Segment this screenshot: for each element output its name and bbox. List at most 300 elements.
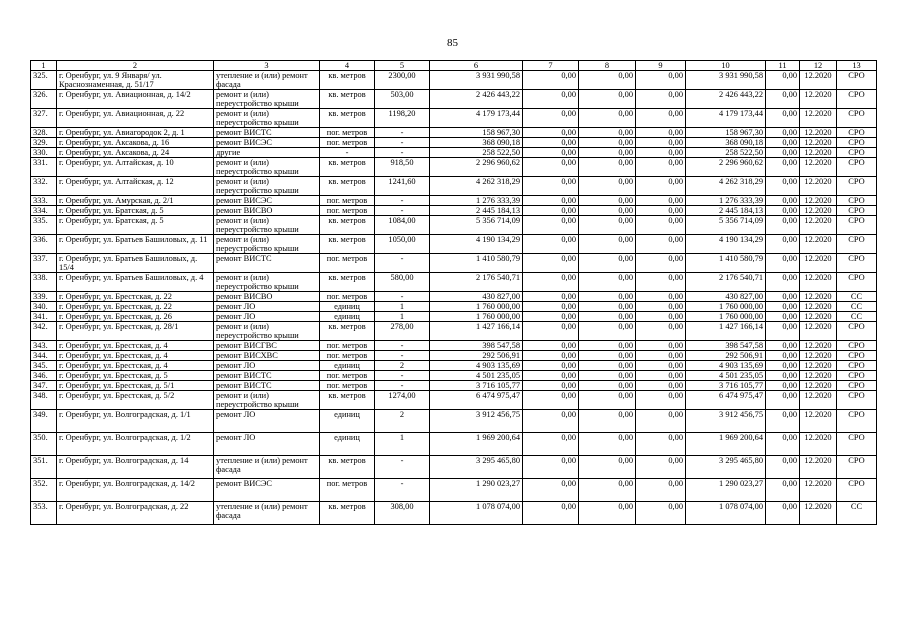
budget-cell: 0,00 xyxy=(579,254,636,273)
other-funds-cell: 0,00 xyxy=(766,456,800,479)
deadline-cell: 12.2020 xyxy=(800,206,837,216)
quantity-cell: 918,50 xyxy=(375,158,430,177)
deadline-cell: 12.2020 xyxy=(800,71,837,90)
total-cost-cell: 1 760 000,00 xyxy=(430,302,523,312)
fund-cell: 0,00 xyxy=(523,351,579,361)
fund-cell: 0,00 xyxy=(523,312,579,322)
budget-cell: 0,00 xyxy=(579,456,636,479)
table-row xyxy=(31,109,877,128)
owners-funds-cell: 2 176 540,71 xyxy=(686,273,766,292)
work-type-cell: другие xyxy=(214,148,320,158)
total-cost-cell: 1 410 580,79 xyxy=(430,254,523,273)
other-funds-cell: 0,00 xyxy=(766,254,800,273)
quantity-cell: - xyxy=(375,351,430,361)
budget-cell: 0,00 xyxy=(579,302,636,312)
local-budget-cell: 0,00 xyxy=(636,312,686,322)
quantity-cell: 278,00 xyxy=(375,322,430,341)
budget-cell: 0,00 xyxy=(579,158,636,177)
table-row xyxy=(31,177,877,196)
other-funds-cell: 0,00 xyxy=(766,433,800,456)
table-row xyxy=(31,410,877,433)
other-funds-cell: 0,00 xyxy=(766,381,800,391)
fund-cell: 0,00 xyxy=(523,71,579,90)
budget-cell: 0,00 xyxy=(579,502,636,525)
quantity-cell: 1 xyxy=(375,312,430,322)
fund-cell: 0,00 xyxy=(523,109,579,128)
total-cost-cell: 292 506,91 xyxy=(430,351,523,361)
row-number-cell: 334. xyxy=(31,206,57,216)
fund-cell: 0,00 xyxy=(523,292,579,302)
owners-funds-cell: 1 078 074,00 xyxy=(686,502,766,525)
total-cost-cell: 1 427 166,14 xyxy=(430,322,523,341)
budget-cell: 0,00 xyxy=(579,322,636,341)
address-cell: г. Оренбург, ул. Брестская, д. 22 xyxy=(57,302,214,312)
table-row xyxy=(31,254,877,273)
row-number-cell: 337. xyxy=(31,254,57,273)
unit-cell: кв. метров xyxy=(320,90,375,109)
column-header: 13 xyxy=(837,61,877,71)
budget-cell: 0,00 xyxy=(579,128,636,138)
fund-cell: 0,00 xyxy=(523,456,579,479)
method-cell: СРО xyxy=(837,391,877,410)
row-number-cell: 347. xyxy=(31,381,57,391)
owners-funds-cell: 4 190 134,29 xyxy=(686,235,766,254)
owners-funds-cell: 4 262 318,29 xyxy=(686,177,766,196)
method-cell: СРО xyxy=(837,456,877,479)
method-cell: СРО xyxy=(837,479,877,502)
row-number-cell: 332. xyxy=(31,177,57,196)
budget-cell: 0,00 xyxy=(579,371,636,381)
owners-funds-cell: 1 760 000,00 xyxy=(686,312,766,322)
table-row xyxy=(31,502,877,525)
column-header: 8 xyxy=(579,61,636,71)
address-cell: г. Оренбург, ул. Волгоградская, д. 14 xyxy=(57,456,214,479)
other-funds-cell: 0,00 xyxy=(766,273,800,292)
other-funds-cell: 0,00 xyxy=(766,128,800,138)
local-budget-cell: 0,00 xyxy=(636,391,686,410)
column-header: 10 xyxy=(686,61,766,71)
work-type-cell: ремонт ЛО xyxy=(214,410,320,433)
total-cost-cell: 368 090,18 xyxy=(430,138,523,148)
owners-funds-cell: 1 760 000,00 xyxy=(686,302,766,312)
quantity-cell: 1241,60 xyxy=(375,177,430,196)
quantity-cell: 1274,00 xyxy=(375,391,430,410)
work-type-cell: ремонт и (или) переустройство крыши xyxy=(214,273,320,292)
total-cost-cell: 4 179 173,44 xyxy=(430,109,523,128)
local-budget-cell: 0,00 xyxy=(636,254,686,273)
unit-cell: пог. метров xyxy=(320,196,375,206)
unit-cell: единиц xyxy=(320,433,375,456)
address-cell: г. Оренбург, ул. Волгоградская, д. 1/2 xyxy=(57,433,214,456)
fund-cell: 0,00 xyxy=(523,235,579,254)
address-cell: г. Оренбург, ул. Братская, д. 5 xyxy=(57,206,214,216)
address-cell: г. Оренбург, ул. Волгоградская, д. 1/1 xyxy=(57,410,214,433)
address-cell: г. Оренбург, ул. 9 Января/ ул. Краснознаменная, д. 51/17 xyxy=(57,71,214,90)
column-header: 4 xyxy=(320,61,375,71)
other-funds-cell: 0,00 xyxy=(766,196,800,206)
table-row xyxy=(31,90,877,109)
total-cost-cell: 1 078 074,00 xyxy=(430,502,523,525)
owners-funds-cell: 158 967,30 xyxy=(686,128,766,138)
row-number-cell: 336. xyxy=(31,235,57,254)
fund-cell: 0,00 xyxy=(523,206,579,216)
total-cost-cell: 3 912 456,75 xyxy=(430,410,523,433)
quantity-cell: 1050,00 xyxy=(375,235,430,254)
quantity-cell: 308,00 xyxy=(375,502,430,525)
method-cell: СРО xyxy=(837,206,877,216)
total-cost-cell: 1 969 200,64 xyxy=(430,433,523,456)
work-type-cell: утепление и (или) ремонт фасада xyxy=(214,71,320,90)
unit-cell: кв. метров xyxy=(320,502,375,525)
deadline-cell: 12.2020 xyxy=(800,158,837,177)
table-row xyxy=(31,292,877,302)
quantity-cell: 1198,20 xyxy=(375,109,430,128)
local-budget-cell: 0,00 xyxy=(636,322,686,341)
unit-cell: кв. метров xyxy=(320,177,375,196)
budget-cell: 0,00 xyxy=(579,109,636,128)
row-number-cell: 330. xyxy=(31,148,57,158)
unit-cell: кв. метров xyxy=(320,273,375,292)
table-row xyxy=(31,391,877,410)
work-type-cell: ремонт и (или) переустройство крыши xyxy=(214,90,320,109)
deadline-cell: 12.2020 xyxy=(800,216,837,235)
budget-cell: 0,00 xyxy=(579,381,636,391)
method-cell: СРО xyxy=(837,148,877,158)
total-cost-cell: 2 426 443,22 xyxy=(430,90,523,109)
other-funds-cell: 0,00 xyxy=(766,292,800,302)
local-budget-cell: 0,00 xyxy=(636,138,686,148)
other-funds-cell: 0,00 xyxy=(766,479,800,502)
row-number-cell: 344. xyxy=(31,351,57,361)
method-cell: СРО xyxy=(837,216,877,235)
fund-cell: 0,00 xyxy=(523,158,579,177)
fund-cell: 0,00 xyxy=(523,361,579,371)
table-row xyxy=(31,361,877,371)
owners-funds-cell: 2 296 960,62 xyxy=(686,158,766,177)
local-budget-cell: 0,00 xyxy=(636,302,686,312)
deadline-cell: 12.2020 xyxy=(800,148,837,158)
address-cell: г. Оренбург, ул. Брестская, д. 28/1 xyxy=(57,322,214,341)
method-cell: СРО xyxy=(837,381,877,391)
fund-cell: 0,00 xyxy=(523,138,579,148)
work-type-cell: ремонт и (или) переустройство крыши xyxy=(214,322,320,341)
address-cell: г. Оренбург, ул. Брестская, д. 5/1 xyxy=(57,381,214,391)
work-type-cell: ремонт ВИСТС xyxy=(214,128,320,138)
other-funds-cell: 0,00 xyxy=(766,322,800,341)
total-cost-cell: 1 290 023,27 xyxy=(430,479,523,502)
local-budget-cell: 0,00 xyxy=(636,206,686,216)
row-number-cell: 346. xyxy=(31,371,57,381)
row-number-cell: 351. xyxy=(31,456,57,479)
other-funds-cell: 0,00 xyxy=(766,158,800,177)
owners-funds-cell: 6 474 975,47 xyxy=(686,391,766,410)
row-number-cell: 331. xyxy=(31,158,57,177)
deadline-cell: 12.2020 xyxy=(800,479,837,502)
address-cell: г. Оренбург, ул. Брестская, д. 5/2 xyxy=(57,391,214,410)
table-row xyxy=(31,71,877,90)
unit-cell: пог. метров xyxy=(320,254,375,273)
quantity-cell: - xyxy=(375,292,430,302)
row-number-cell: 348. xyxy=(31,391,57,410)
table-row xyxy=(31,206,877,216)
owners-funds-cell: 1 410 580,79 xyxy=(686,254,766,273)
quantity-cell: 580,00 xyxy=(375,273,430,292)
total-cost-cell: 4 262 318,29 xyxy=(430,177,523,196)
deadline-cell: 12.2020 xyxy=(800,312,837,322)
row-number-cell: 352. xyxy=(31,479,57,502)
address-cell: г. Оренбург, ул. Алтайская, д. 10 xyxy=(57,158,214,177)
quantity-cell: 2 xyxy=(375,361,430,371)
other-funds-cell: 0,00 xyxy=(766,341,800,351)
table-row xyxy=(31,322,877,341)
other-funds-cell: 0,00 xyxy=(766,361,800,371)
budget-cell: 0,00 xyxy=(579,71,636,90)
local-budget-cell: 0,00 xyxy=(636,410,686,433)
row-number-cell: 341. xyxy=(31,312,57,322)
address-cell: г. Оренбург, ул. Волгоградская, д. 14/2 xyxy=(57,479,214,502)
total-cost-cell: 3 931 990,58 xyxy=(430,71,523,90)
work-type-cell: ремонт ВИСТС xyxy=(214,254,320,273)
address-cell: г. Оренбург, ул. Брестская, д. 4 xyxy=(57,351,214,361)
unit-cell: кв. метров xyxy=(320,71,375,90)
fund-cell: 0,00 xyxy=(523,479,579,502)
budget-cell: 0,00 xyxy=(579,292,636,302)
total-cost-cell: 158 967,30 xyxy=(430,128,523,138)
total-cost-cell: 2 445 184,13 xyxy=(430,206,523,216)
row-number-cell: 353. xyxy=(31,502,57,525)
table-row xyxy=(31,371,877,381)
unit-cell: пог. метров xyxy=(320,292,375,302)
other-funds-cell: 0,00 xyxy=(766,216,800,235)
fund-cell: 0,00 xyxy=(523,322,579,341)
method-cell: СРО xyxy=(837,196,877,206)
row-number-cell: 327. xyxy=(31,109,57,128)
method-cell: СРО xyxy=(837,410,877,433)
quantity-cell: 1 xyxy=(375,433,430,456)
fund-cell: 0,00 xyxy=(523,196,579,206)
address-cell: г. Оренбург, ул. Братьев Башиловых, д. 4 xyxy=(57,273,214,292)
work-type-cell: ремонт ВИСТС xyxy=(214,371,320,381)
work-type-cell: утепление и (или) ремонт фасада xyxy=(214,456,320,479)
local-budget-cell: 0,00 xyxy=(636,292,686,302)
row-number-cell: 340. xyxy=(31,302,57,312)
quantity-cell: 2 xyxy=(375,410,430,433)
work-type-cell: ремонт и (или) переустройство крыши xyxy=(214,235,320,254)
owners-funds-cell: 258 522,50 xyxy=(686,148,766,158)
method-cell: СРО xyxy=(837,371,877,381)
unit-cell: кв. метров xyxy=(320,216,375,235)
budget-cell: 0,00 xyxy=(579,433,636,456)
fund-cell: 0,00 xyxy=(523,341,579,351)
local-budget-cell: 0,00 xyxy=(636,502,686,525)
method-cell: СРО xyxy=(837,90,877,109)
work-type-cell: ремонт и (или) переустройство крыши xyxy=(214,109,320,128)
budget-cell: 0,00 xyxy=(579,351,636,361)
address-cell: г. Оренбург, ул. Братьев Башиловых, д. 15/4 xyxy=(57,254,214,273)
deadline-cell: 12.2020 xyxy=(800,235,837,254)
local-budget-cell: 0,00 xyxy=(636,177,686,196)
deadline-cell: 12.2020 xyxy=(800,322,837,341)
deadline-cell: 12.2020 xyxy=(800,341,837,351)
row-number-cell: 350. xyxy=(31,433,57,456)
deadline-cell: 12.2020 xyxy=(800,196,837,206)
other-funds-cell: 0,00 xyxy=(766,302,800,312)
other-funds-cell: 0,00 xyxy=(766,235,800,254)
column-header: 9 xyxy=(636,61,686,71)
quantity-cell: 503,00 xyxy=(375,90,430,109)
owners-funds-cell: 1 290 023,27 xyxy=(686,479,766,502)
fund-cell: 0,00 xyxy=(523,433,579,456)
other-funds-cell: 0,00 xyxy=(766,391,800,410)
method-cell: СРО xyxy=(837,273,877,292)
method-cell: СС xyxy=(837,292,877,302)
deadline-cell: 12.2020 xyxy=(800,90,837,109)
deadline-cell: 12.2020 xyxy=(800,351,837,361)
address-cell: г. Оренбург, ул. Брестская, д. 22 xyxy=(57,292,214,302)
total-cost-cell: 3 716 105,77 xyxy=(430,381,523,391)
work-type-cell: ремонт ВИСЭС xyxy=(214,138,320,148)
deadline-cell: 12.2020 xyxy=(800,254,837,273)
work-type-cell: ремонт ВИСХВС xyxy=(214,351,320,361)
work-type-cell: ремонт ВИСЭС xyxy=(214,196,320,206)
local-budget-cell: 0,00 xyxy=(636,128,686,138)
owners-funds-cell: 430 827,00 xyxy=(686,292,766,302)
column-header: 6 xyxy=(430,61,523,71)
quantity-cell: - xyxy=(375,341,430,351)
quantity-cell: - xyxy=(375,148,430,158)
local-budget-cell: 0,00 xyxy=(636,148,686,158)
address-cell: г. Оренбург, ул. Брестская, д. 5 xyxy=(57,371,214,381)
deadline-cell: 12.2020 xyxy=(800,502,837,525)
local-budget-cell: 0,00 xyxy=(636,371,686,381)
table-row xyxy=(31,433,877,456)
unit-cell: кв. метров xyxy=(320,456,375,479)
column-header: 5 xyxy=(375,61,430,71)
budget-cell: 0,00 xyxy=(579,90,636,109)
table-row xyxy=(31,128,877,138)
local-budget-cell: 0,00 xyxy=(636,381,686,391)
budget-cell: 0,00 xyxy=(579,361,636,371)
unit-cell: пог. метров xyxy=(320,138,375,148)
deadline-cell: 12.2020 xyxy=(800,381,837,391)
method-cell: СРО xyxy=(837,351,877,361)
address-cell: г. Оренбург, ул. Алтайская, д. 12 xyxy=(57,177,214,196)
work-type-cell: утепление и (или) ремонт фасада xyxy=(214,502,320,525)
method-cell: СРО xyxy=(837,322,877,341)
deadline-cell: 12.2020 xyxy=(800,109,837,128)
fund-cell: 0,00 xyxy=(523,90,579,109)
deadline-cell: 12.2020 xyxy=(800,361,837,371)
address-cell: г. Оренбург, ул. Авиагородок 2, д. 1 xyxy=(57,128,214,138)
table-row xyxy=(31,273,877,292)
owners-funds-cell: 3 931 990,58 xyxy=(686,71,766,90)
local-budget-cell: 0,00 xyxy=(636,71,686,90)
work-type-cell: ремонт ЛО xyxy=(214,361,320,371)
owners-funds-cell: 4 903 135,69 xyxy=(686,361,766,371)
method-cell: СРО xyxy=(837,128,877,138)
deadline-cell: 12.2020 xyxy=(800,391,837,410)
unit-cell: - xyxy=(320,148,375,158)
total-cost-cell: 1 276 333,39 xyxy=(430,196,523,206)
column-header: 1 xyxy=(31,61,57,71)
budget-cell: 0,00 xyxy=(579,206,636,216)
table-row xyxy=(31,312,877,322)
work-type-cell: ремонт и (или) переустройство крыши xyxy=(214,158,320,177)
unit-cell: кв. метров xyxy=(320,235,375,254)
row-number-cell: 339. xyxy=(31,292,57,302)
other-funds-cell: 0,00 xyxy=(766,90,800,109)
unit-cell: единиц xyxy=(320,361,375,371)
local-budget-cell: 0,00 xyxy=(636,216,686,235)
total-cost-cell: 398 547,58 xyxy=(430,341,523,351)
quantity-cell: - xyxy=(375,138,430,148)
table-row xyxy=(31,351,877,361)
work-type-cell: ремонт ВИСВО xyxy=(214,292,320,302)
unit-cell: пог. метров xyxy=(320,371,375,381)
other-funds-cell: 0,00 xyxy=(766,206,800,216)
owners-funds-cell: 1 427 166,14 xyxy=(686,322,766,341)
unit-cell: единиц xyxy=(320,312,375,322)
unit-cell: кв. метров xyxy=(320,322,375,341)
budget-cell: 0,00 xyxy=(579,410,636,433)
deadline-cell: 12.2020 xyxy=(800,371,837,381)
fund-cell: 0,00 xyxy=(523,391,579,410)
total-cost-cell: 6 474 975,47 xyxy=(430,391,523,410)
total-cost-cell: 1 760 000,00 xyxy=(430,312,523,322)
method-cell: СРО xyxy=(837,158,877,177)
method-cell: СС xyxy=(837,502,877,525)
method-cell: СРО xyxy=(837,433,877,456)
budget-cell: 0,00 xyxy=(579,196,636,206)
owners-funds-cell: 1 276 333,39 xyxy=(686,196,766,206)
deadline-cell: 12.2020 xyxy=(800,410,837,433)
other-funds-cell: 0,00 xyxy=(766,351,800,361)
quantity-cell: - xyxy=(375,128,430,138)
fund-cell: 0,00 xyxy=(523,216,579,235)
address-cell: г. Оренбург, ул. Волгоградская, д. 22 xyxy=(57,502,214,525)
work-type-cell: ремонт ВИСГВС xyxy=(214,341,320,351)
other-funds-cell: 0,00 xyxy=(766,502,800,525)
work-type-cell: ремонт ВИСВО xyxy=(214,206,320,216)
column-header: 3 xyxy=(214,61,320,71)
column-header: 12 xyxy=(800,61,837,71)
fund-cell: 0,00 xyxy=(523,128,579,138)
budget-cell: 0,00 xyxy=(579,235,636,254)
address-cell: г. Оренбург, ул. Братская, д. 5 xyxy=(57,216,214,235)
quantity-cell: - xyxy=(375,456,430,479)
row-number-cell: 335. xyxy=(31,216,57,235)
address-cell: г. Оренбург, ул. Брестская, д. 4 xyxy=(57,361,214,371)
table-row xyxy=(31,456,877,479)
local-budget-cell: 0,00 xyxy=(636,273,686,292)
owners-funds-cell: 2 426 443,22 xyxy=(686,90,766,109)
owners-funds-cell: 2 445 184,13 xyxy=(686,206,766,216)
method-cell: СРО xyxy=(837,235,877,254)
method-cell: СС xyxy=(837,302,877,312)
deadline-cell: 12.2020 xyxy=(800,456,837,479)
budget-cell: 0,00 xyxy=(579,138,636,148)
budget-cell: 0,00 xyxy=(579,341,636,351)
total-cost-cell: 4 501 235,05 xyxy=(430,371,523,381)
total-cost-cell: 3 295 465,80 xyxy=(430,456,523,479)
quantity-cell: 1 xyxy=(375,302,430,312)
fund-cell: 0,00 xyxy=(523,177,579,196)
fund-cell: 0,00 xyxy=(523,410,579,433)
fund-cell: 0,00 xyxy=(523,273,579,292)
local-budget-cell: 0,00 xyxy=(636,341,686,351)
owners-funds-cell: 3 912 456,75 xyxy=(686,410,766,433)
quantity-cell: - xyxy=(375,371,430,381)
